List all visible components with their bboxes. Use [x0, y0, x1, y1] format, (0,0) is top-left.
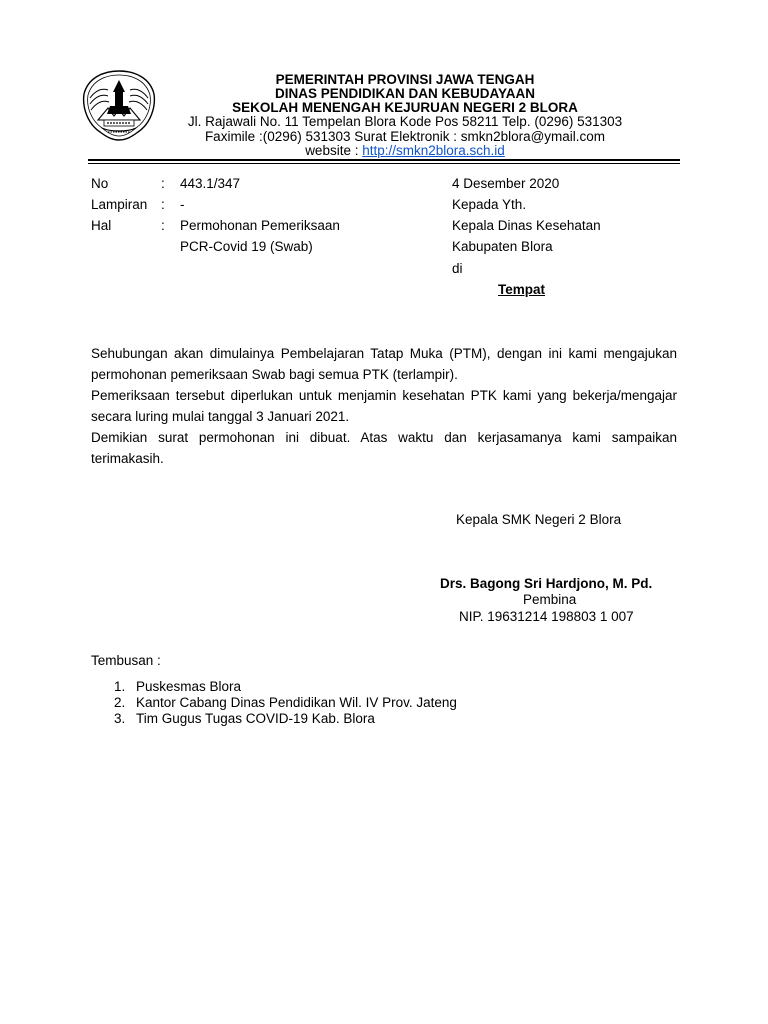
tembusan-list — [114, 679, 457, 727]
jawa-tengah-crest-icon — [80, 68, 158, 142]
header-school: SEKOLAH MENENGAH KEJURUAN NEGERI 2 BLORA — [232, 100, 578, 115]
header-address: Jl. Rajawali No. 11 Tempelan Blora Kode Pos 58211 Telp. (0296) 531303 — [187, 114, 623, 129]
lampiran-label: Lampiran — [91, 197, 148, 212]
list-item-number: 1. — [114, 679, 126, 694]
letter-date: 4 Desember 2020 — [452, 176, 560, 191]
website-label: website : — [305, 143, 359, 158]
list-item-text: Tim Gugus Tugas COVID-19 Kab. Blora — [136, 711, 375, 726]
header-website — [150, 143, 660, 158]
recipient-di: di — [452, 261, 463, 276]
signature-rank: Pembina — [523, 592, 577, 607]
signature-nip: NIP. 19631214 198803 1 007 — [459, 609, 634, 624]
no-value: 443.1/347 — [180, 176, 241, 191]
no-colon: : — [161, 176, 165, 191]
hal-value-line1: Permohonan Pemeriksaan — [180, 218, 340, 233]
website-link[interactable]: http://smkn2blora.sch.id — [362, 143, 505, 158]
header-government: PEMERINTAH PROVINSI JAWA TENGAH — [275, 72, 535, 87]
list-item — [114, 679, 457, 695]
recipient-name-line2: Kabupaten Blora — [452, 239, 553, 254]
body-paragraph-2: Pemeriksaan tersebut diperlukan untuk menjamin kesehatan PTK kami yang bekerja/mengajar secara luring mulai tanggal 3 Januari 2021. — [91, 388, 677, 424]
recipient-tempat: Tempat — [498, 282, 546, 297]
header-rule-thick — [88, 159, 680, 161]
list-item-text: Puskesmas Blora — [136, 679, 242, 694]
hal-label: Hal — [91, 218, 112, 233]
hal-colon: : — [161, 218, 165, 233]
list-item — [114, 695, 457, 711]
body-paragraph-1: Sehubungan akan dimulainya Pembelajaran Tatap Muka (PTM), dengan ini kami mengajukan permohonan pemeriksaan Swab bagi semua PTK (terlampir). — [91, 346, 677, 382]
lampiran-colon: : — [161, 197, 165, 212]
header-rule-thin — [88, 163, 680, 164]
no-label: No — [91, 176, 109, 191]
list-item-number: 3. — [114, 711, 126, 726]
list-item-text: Kantor Cabang Dinas Pendidikan Wil. IV Prov. Jateng — [136, 695, 457, 710]
header-department: DINAS PENDIDIKAN DAN KEBUDAYAAN — [274, 86, 536, 101]
hal-value-line2: PCR-Covid 19 (Swab) — [180, 239, 313, 254]
list-item-number: 2. — [114, 695, 126, 710]
signature-name: Drs. Bagong Sri Hardjono, M. Pd. — [440, 576, 653, 591]
list-item — [114, 711, 457, 727]
tembusan-label: Tembusan : — [91, 653, 161, 668]
header-contact: Faximile :(0296) 531303 Surat Elektronik : smkn2blora@ymail.com — [204, 129, 606, 144]
recipient-name-line1: Kepala Dinas Kesehatan — [452, 218, 601, 233]
signature-position: Kepala SMK Negeri 2 Blora — [456, 512, 622, 527]
body-paragraph-3: Demikian surat permohonan ini dibuat. Atas waktu dan kerjasamanya kami sampaikan terimakasih. — [91, 430, 677, 466]
recipient-greeting: Kepada Yth. — [452, 197, 527, 212]
lampiran-value: - — [180, 197, 185, 212]
